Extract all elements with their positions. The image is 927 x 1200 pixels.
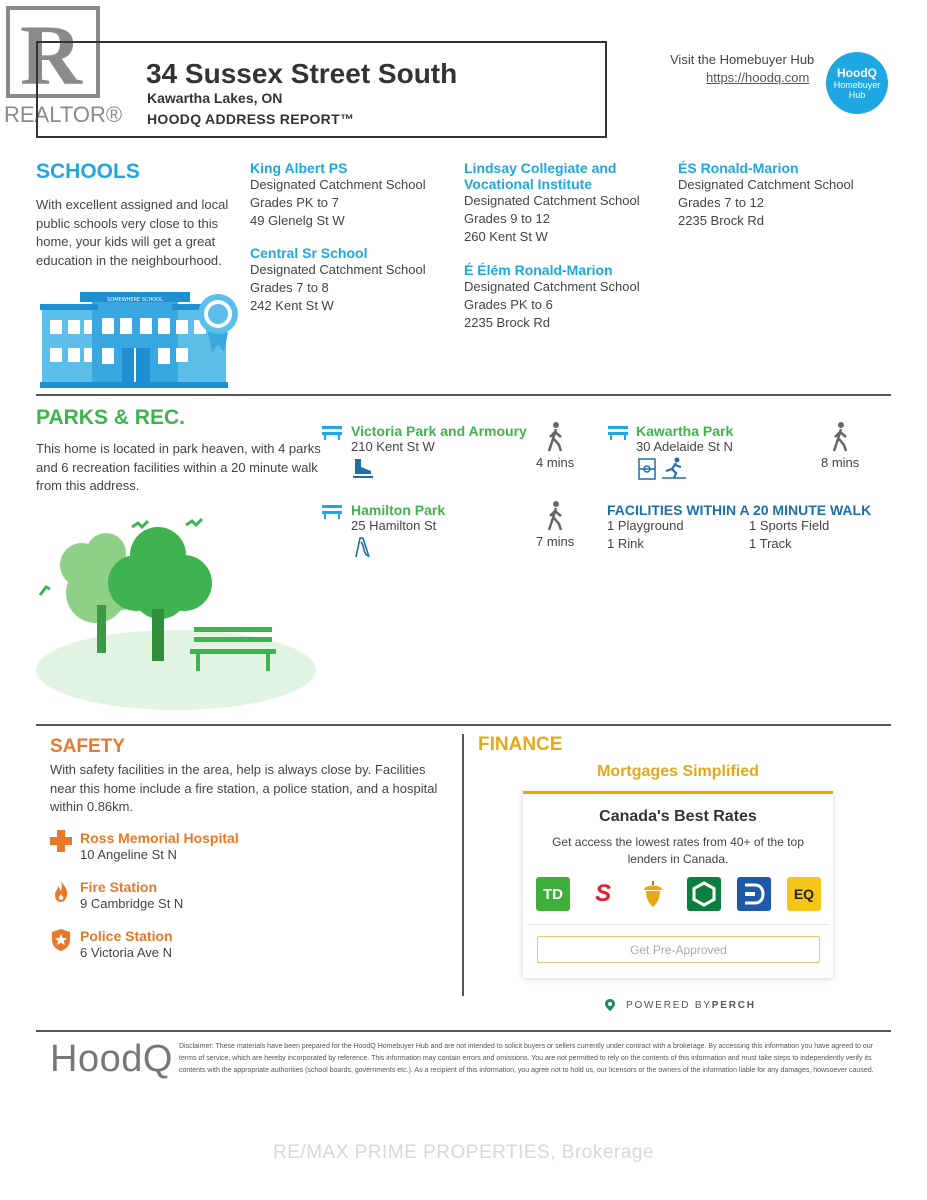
fire-flame-icon — [53, 879, 69, 903]
powered-by-text: POWERED BY — [626, 999, 712, 1011]
bench-icon — [321, 503, 343, 519]
park-address: 210 Kent St W — [351, 439, 435, 454]
desjardins-acorn-icon — [636, 877, 670, 911]
safety-name: Fire Station — [80, 879, 158, 895]
school-grades: Grades PK to 6 — [464, 297, 553, 312]
badge-title: HoodQ — [837, 66, 877, 80]
sports-field-icon — [638, 458, 656, 480]
disclaimer-text: Disclaimer: These materials have been prepared for the HoodQ Homebuyer Hub and are not intended to solicit buyers or sellers currently under contract with a brokerage. By accessing this information you have agreed to our terms of service, which are hereby incorporated by reference. This information may contain errors and omissions. You are not permitted to rely on the contents of this information and must take steps to independently verify its contents with the appropriate authorities (school boards, governments etc.). As a recipient of this information, you agree not to hold us, our licensors or the owners of the information liable for any damages, howsoever caused. — [179, 1043, 874, 1074]
hospital-cross-icon — [50, 830, 72, 852]
school-item — [250, 160, 450, 230]
school-item — [250, 245, 450, 315]
facilities-title: FACILITIES WITHIN A 20 MINUTE WALK — [607, 502, 872, 518]
school-name: ÉS Ronald-Marion — [678, 160, 799, 176]
park-name: Hamilton Park — [351, 502, 446, 518]
walking-person-icon — [545, 421, 567, 453]
school-address: 260 Kent St W — [464, 229, 548, 244]
school-item — [678, 160, 878, 230]
park-name: Victoria Park and Armoury — [351, 423, 527, 439]
school-address: 2235 Brock Rd — [678, 213, 764, 228]
school-grades: Grades 9 to 12 — [464, 211, 550, 226]
column-divider — [462, 734, 464, 996]
school-type: Designated Catchment School — [464, 279, 640, 294]
schools-description: With excellent assigned and local public schools very close to this home, your kids will get a great education in the neighbourhood. — [36, 197, 229, 268]
get-pre-approved-button[interactable]: Get Pre-Approved — [537, 936, 820, 963]
safety-name: Ross Memorial Hospital — [80, 830, 239, 846]
brokerage-watermark: RE/MAX PRIME PROPERTIES, Brokerage — [273, 1142, 654, 1163]
school-building-icon — [40, 290, 240, 390]
school-name: King Albert PS — [250, 160, 348, 176]
parks-title-b: & REC. — [107, 406, 185, 429]
finance-subtitle: Mortgages Simplified — [597, 763, 759, 780]
safety-address: 6 Victoria Ave N — [80, 945, 173, 960]
scotiabank-icon: S — [586, 877, 620, 911]
school-item — [464, 160, 664, 246]
parks-title — [36, 406, 185, 430]
school-grades: Grades 7 to 8 — [250, 280, 329, 295]
park-trees-icon — [36, 505, 326, 715]
bench-icon — [607, 424, 629, 440]
walk-time: 8 mins — [821, 455, 860, 470]
school-name: É Élém Ronald-Marion — [464, 262, 613, 278]
safety-address: 10 Angeline St N — [80, 847, 177, 862]
hexagon-bank-icon — [687, 877, 721, 911]
safety-title: SAFETY — [50, 736, 125, 757]
badge-sub1: Homebuyer — [833, 80, 881, 90]
powered-by — [604, 998, 756, 1012]
footer-divider — [36, 1030, 891, 1032]
safety-name: Police Station — [80, 928, 173, 944]
hoodq-footer-logo: HoodQ — [50, 1038, 173, 1080]
playground-slide-icon — [353, 536, 371, 558]
school-type: Designated Catchment School — [464, 193, 640, 208]
eq-bank-icon: EQ — [787, 877, 821, 911]
school-type: Designated Catchment School — [678, 177, 854, 192]
address-title: 34 Sussex Street South — [146, 58, 458, 89]
hub-link[interactable]: https://hoodq.com — [706, 70, 810, 85]
realtor-logo-letter: R — [20, 7, 83, 103]
parks-title-a: PARKS — [36, 406, 108, 429]
bench-icon — [321, 424, 343, 440]
hub-visit-text: Visit the Homebuyer Hub — [670, 52, 815, 67]
badge-sub2: Hub — [848, 90, 866, 100]
bank-logos — [536, 877, 821, 911]
school-name: Lindsay Collegiate and — [464, 160, 617, 176]
facility-item: 1 Track — [749, 536, 792, 551]
card-title: Canada's Best Rates — [599, 808, 757, 825]
section-divider — [36, 724, 891, 726]
school-name: Central Sr School — [250, 245, 368, 261]
track-runner-icon — [662, 457, 686, 479]
facility-item: 1 Sports Field — [749, 518, 830, 533]
blue-bank-icon — [737, 877, 771, 911]
section-divider — [36, 394, 891, 396]
report-label: HOODQ ADDRESS REPORT™ — [147, 111, 355, 127]
school-type: Designated Catchment School — [250, 177, 426, 192]
parks-description: This home is located in park heaven, with 4 parks and 6 recreation facilities within a 20 minute walk from this address. — [36, 441, 321, 493]
schools-title: SCHOOLS — [36, 160, 140, 183]
realtor-logo-text: REALTOR® — [4, 102, 123, 127]
school-grades: Grades PK to 7 — [250, 195, 339, 210]
card-divider — [527, 924, 829, 925]
police-badge-icon — [51, 928, 71, 952]
walk-time: 4 mins — [536, 455, 575, 470]
ice-skate-icon — [351, 457, 375, 479]
card-text: Get access the lowest rates from 40+ of the top lenders in Canada. — [552, 835, 804, 866]
school-address: 2235 Brock Rd — [464, 315, 550, 330]
finance-title: FINANCE — [478, 734, 563, 755]
facility-item: 1 Playground — [607, 518, 684, 533]
park-address: 30 Adelaide St N — [636, 439, 733, 454]
td-bank-icon: TD — [536, 877, 570, 911]
facility-item: 1 Rink — [607, 536, 644, 551]
safety-description: With safety facilities in the area, help is always close by. Facilities near this home include a fire station, a police station, and a hospital within 0.86km. — [50, 762, 438, 814]
hoodq-badge[interactable] — [826, 52, 888, 114]
park-address: 25 Hamilton St — [351, 518, 437, 533]
school-name-line2: Vocational Institute — [464, 176, 593, 192]
address-city: Kawartha Lakes, ON — [147, 90, 283, 106]
park-name: Kawartha Park — [636, 423, 734, 439]
safety-address: 9 Cambridge St N — [80, 896, 184, 911]
walk-time: 7 mins — [536, 534, 575, 549]
school-address: 49 Glenelg St W — [250, 213, 345, 228]
school-address: 242 Kent St W — [250, 298, 334, 313]
walking-person-icon — [545, 500, 567, 532]
school-type: Designated Catchment School — [250, 262, 426, 277]
walking-person-icon — [830, 421, 852, 453]
powered-by-brand: PERCH — [711, 999, 756, 1011]
school-item — [464, 262, 664, 332]
school-grades: Grades 7 to 12 — [678, 195, 764, 210]
location-pin-icon — [604, 998, 616, 1012]
school-sign-text: SOMEWHERE SCHOOL — [107, 297, 163, 303]
